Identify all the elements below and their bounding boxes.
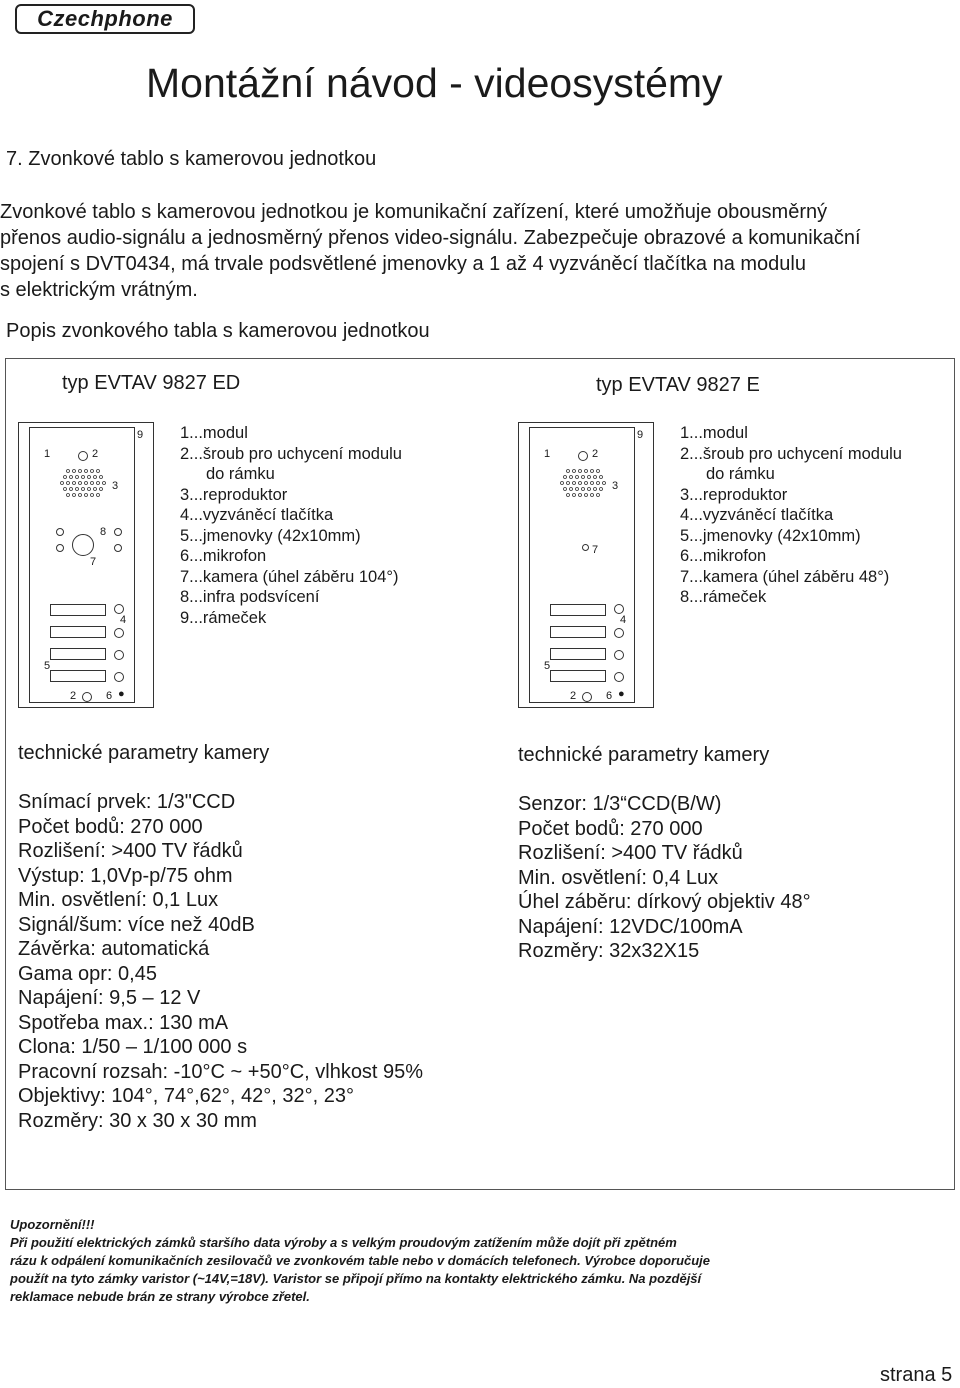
infra-led-icon: [114, 544, 122, 552]
label-4: 4: [620, 614, 627, 626]
legend-item: 3...reproduktor: [180, 485, 288, 504]
spec-line: Výstup: 1,0Vp-p/75 ohm: [18, 864, 233, 887]
legend-item: 5...jmenovky (42x10mm): [680, 526, 861, 545]
legend-item: 6...mikrofon: [680, 547, 767, 565]
right-panel-diagram: [518, 422, 654, 708]
call-button-icon: [614, 604, 624, 614]
label-2: 2: [592, 448, 599, 460]
name-tag-slot: [550, 626, 606, 638]
description-heading: Popis zvonkového tabla s kamerovou jednotkou: [6, 320, 430, 342]
microphone-icon: ●: [618, 688, 625, 700]
left-legend: [180, 423, 402, 628]
name-tag-slot: [550, 648, 606, 660]
infra-led-icon: [56, 528, 64, 536]
spec-line: Rozměry: 32x32X15: [518, 940, 700, 962]
legend-item: 5...jmenovky (42x10mm): [180, 526, 361, 545]
name-tag-slot: [50, 626, 106, 638]
label-1: 1: [44, 448, 51, 460]
right-legend: [680, 423, 902, 608]
intro-line: přenos audio-signálu a jednosměrný přenos video-signálu. Zabezpečuje obrazové a komunikační: [0, 227, 861, 249]
label-2-bottom: 2: [70, 690, 77, 702]
spec-line: Min. osvětlení: 0,4 Lux: [518, 866, 719, 889]
right-module-outline: [529, 427, 635, 703]
left-panel-diagram: [18, 422, 154, 708]
left-module-outline: [29, 427, 135, 703]
label-3: 3: [612, 480, 619, 492]
spec-line: Závěrka: automatická: [18, 938, 210, 960]
section-heading: 7. Zvonkové tablo s kamerovou jednotkou: [6, 148, 377, 170]
label-1: 1: [544, 448, 551, 460]
intro-line: spojení s DVT0434, má trvale podsvětlené jmenovky a 1 až 4 vyzváněcí tlačítka na modulu: [0, 253, 806, 275]
spec-line: Clona: 1/50 – 1/100 000 s: [18, 1036, 248, 1058]
label-2-bottom: 2: [570, 690, 577, 702]
warning-line: Při použití elektrických zámků staršího data výroby a s velkým proudovým zatížením může dojít při zpětném: [10, 1235, 677, 1250]
left-type-label: typ EVTAV 9827 ED: [62, 372, 241, 394]
legend-item: 3...reproduktor: [680, 485, 788, 504]
call-button-icon: [114, 628, 124, 638]
spec-line: Napájení: 12VDC/100mA: [518, 915, 743, 938]
call-button-icon: [614, 672, 624, 682]
screw-icon: [78, 451, 88, 461]
call-button-icon: [114, 604, 124, 614]
spec-line: Rozlišení: >400 TV řádků: [518, 842, 743, 864]
label-5: 5: [44, 660, 51, 672]
name-tag-slot: [50, 670, 106, 682]
legend-item: 7...kamera (úhel záběru 104°): [180, 567, 399, 586]
spec-line: Počet bodů: 270 000: [518, 817, 703, 840]
label-7: 7: [90, 556, 97, 568]
legend-item: do rámku: [706, 465, 775, 483]
page-number: strana 5: [880, 1364, 953, 1386]
legend-item: 9...rámeček: [180, 608, 267, 627]
intro-line: s elektrickým vrátným.: [0, 279, 198, 301]
legend-item: 2...šroub pro uchycení modulu: [180, 444, 402, 463]
spec-line: Rozměry: 30 x 30 x 30 mm: [18, 1109, 257, 1132]
name-tag-slot: [550, 670, 606, 682]
spec-line: Objektivy: 104°, 74°,62°, 42°, 32°, 23°: [18, 1085, 354, 1107]
warning-line: reklamace nebude brán ze strany výrobce zřetel.: [10, 1289, 310, 1304]
speaker-grill-icon: [60, 468, 108, 502]
name-tag-slot: [550, 604, 606, 616]
intro-paragraph: [0, 199, 955, 303]
call-button-icon: [114, 672, 124, 682]
legend-item: 7...kamera (úhel záběru 48°): [680, 567, 890, 586]
call-button-icon: [614, 650, 624, 660]
call-button-icon: [114, 650, 124, 660]
label-9: 9: [637, 429, 644, 441]
label-9: 9: [137, 429, 144, 441]
spec-line: Rozlišení: >400 TV řádků: [18, 840, 243, 862]
screw-icon: [578, 451, 588, 461]
left-tech-heading: technické parametry kamery: [18, 742, 270, 764]
label-7: 7: [592, 544, 599, 556]
legend-item: 1...modul: [680, 424, 748, 442]
warning-line: použít na tyto zámky varistor (~14V,=18V). Varistor se připojí přímo na kontakty elektrického zámku. Na pozdější: [10, 1271, 702, 1286]
legend-item: 2...šroub pro uchycení modulu: [680, 444, 902, 463]
screw-icon: [82, 692, 92, 702]
legend-item: 8...rámeček: [680, 588, 767, 606]
infra-led-icon: [114, 528, 122, 536]
call-button-icon: [614, 628, 624, 638]
intro-line: Zvonkové tablo s kamerovou jednotkou je komunikační zařízení, které umožňuje obousměrný: [0, 201, 828, 223]
spec-line: Počet bodů: 270 000: [18, 815, 203, 838]
warning-line: rázu k odpálení komunikačních zesilovačů ve zvonkovém table nebo v domácích telefonech. Výrobce doporučuje: [10, 1253, 711, 1268]
spec-line: Úhel záběru: dírkový objektiv 48°: [518, 891, 811, 913]
spec-line: Gama opr: 0,45: [18, 962, 157, 985]
spec-line: Signál/šum: více než 40dB: [18, 913, 255, 936]
legend-item: 4...vyzváněcí tlačítka: [680, 506, 834, 524]
warning-heading: Upozornění!!!: [10, 1217, 95, 1232]
label-8: 8: [100, 526, 107, 538]
warning-note: [10, 1216, 950, 1306]
label-6: 6: [106, 690, 113, 702]
speaker-grill-icon: [560, 468, 608, 502]
label-6: 6: [606, 690, 613, 702]
spec-line: Pracovní rozsah: -10°C ~ +50°C, vlhkost 95%: [18, 1060, 424, 1083]
label-2: 2: [92, 448, 99, 460]
label-5: 5: [544, 660, 551, 672]
spec-line: Napájení: 9,5 – 12 V: [18, 987, 201, 1009]
infra-led-icon: [56, 544, 64, 552]
label-3: 3: [112, 480, 119, 492]
camera-lens-icon: [72, 534, 94, 556]
spec-line: Min. osvětlení: 0,1 Lux: [18, 889, 219, 911]
right-type-label: typ EVTAV 9827 E: [596, 374, 760, 396]
page-title: Montážní návod - videosystémy: [146, 60, 723, 106]
label-4: 4: [120, 614, 127, 626]
legend-item: 6...mikrofon: [180, 547, 267, 565]
legend-item: 1...modul: [180, 424, 248, 442]
spec-line: Snímací prvek: 1/3"CCD: [18, 791, 236, 813]
spec-line: Senzor: 1/3“CCD(B/W): [518, 793, 722, 815]
screw-icon: [582, 692, 592, 702]
legend-item: 4...vyzváněcí tlačítka: [180, 506, 334, 524]
camera-lens-icon: [582, 544, 589, 551]
name-tag-slot: [50, 648, 106, 660]
microphone-icon: ●: [118, 688, 125, 700]
brand-logo: Czechphone: [15, 4, 195, 34]
right-tech-specs: [518, 792, 811, 964]
name-tag-slot: [50, 604, 106, 616]
right-tech-heading: technické parametry kamery: [518, 744, 770, 766]
spec-line: Spotřeba max.: 130 mA: [18, 1011, 229, 1034]
legend-item: 8...infra podsvícení: [180, 588, 320, 606]
legend-item: do rámku: [206, 465, 275, 483]
left-tech-specs: [18, 790, 423, 1133]
